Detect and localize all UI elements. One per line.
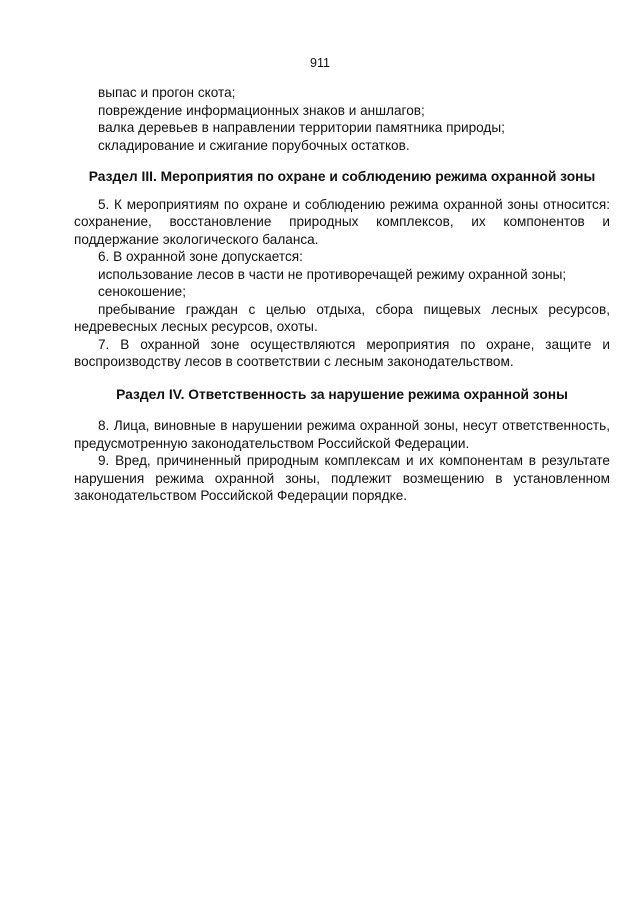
document-body — [74, 84, 610, 505]
list-item: выпас и прогон скота; — [98, 85, 236, 100]
list-item: складирование и сжигание порубочных остатков. — [98, 137, 410, 153]
paragraph-item-5: 5. К мероприятиям по охране и соблюдению режима охранной зоны относится: сохранение, восстановление природных комплексов, их компонентов и поддержание экологического баланса. — [74, 196, 610, 247]
list-item: валка деревьев в направлении территории памятника природы; — [98, 120, 505, 135]
section-4-heading: Раздел IV. Ответственность за нарушение режима охранной зоны — [116, 386, 568, 402]
paragraph-item-6-intro: 6. В охранной зоне допускается: — [98, 249, 303, 264]
paragraph-item-7: 7. В охранной зоне осуществляются мероприятия по охране, защите и воспроизводству лесов в соответствии с лесным законодательством. — [74, 336, 610, 369]
page-number: 911 — [310, 56, 330, 70]
section-3-heading: Раздел III. Мероприятия по охране и соблюдению режима охранной зоны — [88, 169, 596, 184]
paragraph-item-8: 8. Лица, виновные в нарушении режима охранной зоны, несут ответственность, предусмотренную законодательством Российской Федерации. — [74, 418, 610, 451]
list-item: повреждение информационных знаков и аншлагов; — [98, 102, 425, 118]
list-item: использование лесов в части не противоречащей режиму охранной зоны; — [98, 266, 567, 282]
list-item: пребывание граждан с целью отдыха, сбора пищевых лесных ресурсов, недревесных лесных ресурсов, охоты. — [74, 301, 610, 334]
paragraph-item-9: 9. Вред, причиненный природным комплексам и их компонентам в результате нарушения режима охранной зоны, подлежит возмещению в установленном законодательством Российской Федерации порядке. — [74, 453, 610, 503]
list-item: сенокошение; — [98, 284, 186, 299]
